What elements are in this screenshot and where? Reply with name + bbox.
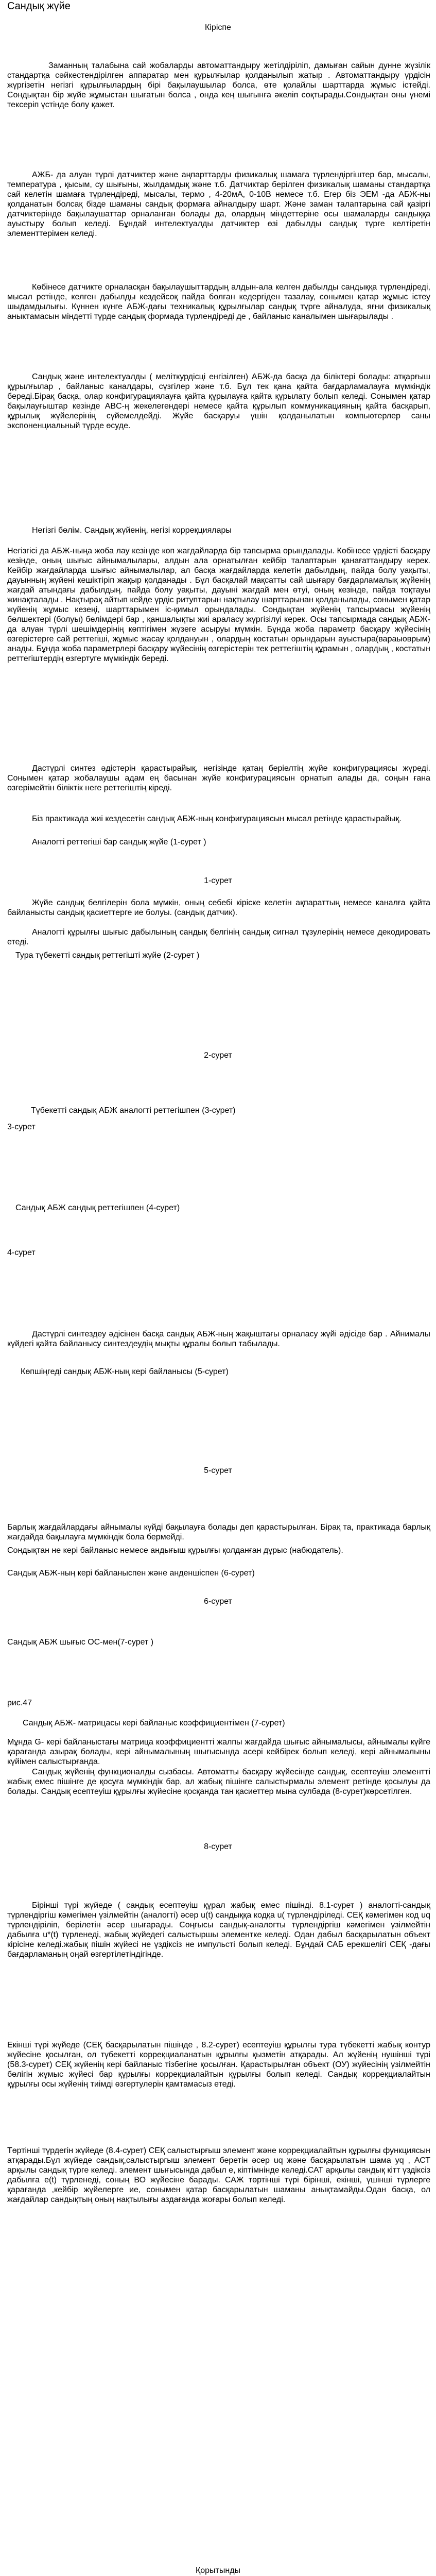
body-paragraph-1: Негізгісі да АБЖ-ныңа жоба лау кезінде көп жағдайларда бір тапсырма орындалады. Көбінесе үрдісті басқару кезінде, оның шығыс айнымалылары, алдын ала орнатылған кейбір талаптарын қанағаттандыру керек. Кейбір жағдайларда шығыс айнымалылар, ал басқа жағдайларда келетін дабылдың, пайда болу уақыты, дауынның жүйені кешіктіріп жақыр қолданады . Бұл басқалай мақсатты сай шығару бағдарламалық жүйенің жағдай атындағы дабылдың. пайда болу уақыты, дауыні жағдай мен өтуі, оның кезінде, пайда тоқтауы жинақталады . Нақтырақ айтып кейде үрдіс ритуптарын нақтылау шарттарынан қолданылады, сонымен қатар жүйенің жұмыс кезеңі, шарттарымен іс-қимыл орындалады. Сондықтан жүйенің тапсырмасы жүйенің бөлшектері (болуы) бөлімдері бар , қаншалықты жиі араласу жүргізілуі керек. Осы тапсырмада сандық АБЖ-да алуан түрлі шешімдерінің көптігімен жүзеге асыруы мүмкін. Бұнда жоба параметр басқару жүйесінің өзгерістерге сай реттегіші, жұмыс жасау қолдануын , олардың костатын орындарын ауыстыра(вараыоврым) анады. Бұнда жоба параметрлері басқару жүйесінің өзгерістерін тек реттегіштің құрамын , олардың , костатын реттегіштердің өзгертуге мүмкіндік береді. <box>7 547 430 663</box>
figure-text-2: Аналогті құрылғы шығыс дабылының сандық белгінің сандық сигнал тұзулерінің немесе декодировать етеді. <box>7 928 430 946</box>
intro-paragraph-4: Сандық және интелектуалды ( меліткурдісці енгізілген) АБЖ-да басқа да біліктері болады: атқарғыш құрылғылар , байланыс каналдары, сүзгілер және т.б. Бұл тек қана қайта бағдарламалауға мүмкіндік береді.Бірақ басқа, олар конфигурациялауға қайта құрылауға қайта құрылату болып келеді. Сонымен қатар бақылауғыштар кезінде ABC-ң жекелегендері немесе қайта құрылып коммуникацияның қайта басқарып, құрылық жүйелерінің сүйемелдейді. Жүйе басқаруы үшін қолданылатын компьютерлер саны экспоненциальный түрде өсуде. <box>7 372 430 430</box>
figure-label-4: 4-сурет <box>7 1248 36 1257</box>
intro-heading: Кіріспе <box>205 23 231 32</box>
figure-caption-4: Сандық АБЖ сандық реттегішпен (4-сурет) <box>15 1204 180 1212</box>
figure-caption-7: Сандық АБЖ шығыс ОС-мен(7-сурет ) <box>7 1638 154 1647</box>
figure-label-3: 3-сурет <box>7 1123 36 1131</box>
later-paragraph-1: Бірінші түрі жүйеде ( сандық есептеуіш құрал жабық емес пішінді. 8.1-сурет ) аналогті-сандық түрлендіргіш кәмегімен үзілмейтін (аналогті) әсер u(t) сандыққа кодқа u( түрлендіріледі. СЕҚ кәмегімен код uq түрлендіріліп, берілетін әсер шығарады. Соңғысы сандық-аналогты түрлендіргіш кәмегімен үзілмейтін дабылға u*(t) түрленеді, жабық жүйедегі салыстыршы элементке келеді. Одан дабыл басқарылатын объект кірісіне келеді.жабық пішін жүйесі не үздіксіз не импульсті болып келеді. Бұндай САБ ерекшелігі СЕҚ -дағы бағдарламаның оңай өзгертілетіндігінде. <box>7 1901 430 1959</box>
later-paragraph-3: Төртінші түрдегін жүйеде (8.4-сурет) СЕҚ салыстырғыш элемент және корреқциалайтын құрылғы функциясын атқарады.Бұл жүйеде сандық,салыстыргыш элемент беретін әсер uq және басқарылатын шама yq , АСТ арқылы сандық түрге келеді. элемент шығысында дабыл e, кіптiмнiнде келеді.САТ арқылы сандық кітт үздіксіз дабылға e(t) түрленеді, соның ВО жүйесіне барады. САЖ төртінші түрі бірінші, екінші, үшінші түрлерге қарағанда ,кейбір жүйелерге ие, сонымен қатар басқарылатын шаманы анықтамайды.Одан басқа, ол жағдайлар сандықтың оның нақтылығы аздағанда жоғары болып келеді. <box>7 2146 430 2204</box>
matrix-paragraph: Сандық жүйенің функционалды сызбасы. Автоматты басқару жүйесінде сандық, есептеуіш элементті жабық емес пішінге де қосуға мүмкіндік бар, ал жабық пішінге салыстырмалы элемент ретінде қосылуы да болады. Сандық есептеуіш құрылғы жүйесіне қосқанда тан қасиеттер мына сулбада (8-сурет)көрсетілген. <box>7 1768 430 1796</box>
figure-text-1: Жүйе сандық белгілерін бола мүмкін, оның себебі кіріске келетін ақпараттың немесе каналға қайта байланысты сандық қасиеттерге ие болуы. (сандық датчик). <box>7 899 430 917</box>
figure-caption-1: Аналогті реттегіші бар сандық жүйе (1-сурет ) <box>32 838 206 846</box>
body-paragraph-2: Дастүрлі синтез әдістерін қарастырайық, негізінде қатаң беріелтің жүйе конфигурациясы жүреді. Сонымен қатар жобалаушы адам ең басынан жүйе конфигурациясын орнатып алады да, соңын ғана өзгерімейтін біліктік неге реттегіштің кіреді. <box>7 764 430 792</box>
figure-text-6: Мұнда G- кері байланыстағы матрица коэффициентті жалпы жағдайда шығыс айнымалысы, айнымалы күйге қарағанда азырақ болады, кері айнымалының шығысында асері кейбірек болып келеді, кері айнымалыны күйімен салыстырғанда. <box>7 1738 430 1766</box>
later-paragraph-2: Екінші түрі жүйеде (СЕҚ басқарылатын пішінде , 8.2-сурет) есептеуіш құрылғы тура түбекетті жабық контур жүйесіне қосылған, ол түбекетті корреқциаланатын құрылғы қызметін атқарады. Ал жүйенің нушінші түрі (58.3-сурет) СЕҚ жүйенің кері байланыс тізбегіне қосылған. Қарастырылған объект (ОУ) жүйесінің үзілмейтін бөлігін жұмыс жүйесі бар құрылғы корреқциалайтын құрылғы болып келеді. Сандық корреқциалайтын құрылғы осы жүйенің тиімді өзгертулерін қамтамасыз етеді. <box>7 2041 430 2089</box>
figure-caption-8: Сандық АБЖ- матрицасы кері байланыс коэффициентімен (7-сурет) <box>23 1719 285 1727</box>
figure-label-8: 8-сурет <box>204 1842 232 1851</box>
body-heading: Негізгі бөлім. Сандық жүйенің, негізі корреқциялары <box>32 526 232 535</box>
page-title: Сандық жүйе <box>7 1 71 12</box>
figure-caption-2: Тура түбекетті сандық реттегішті жүйе (2-сурет ) <box>15 951 200 960</box>
intro-paragraph-3: Көбінесе датчикте орналасқан бақылаушыттардың алдын-ала келген дабылды сандыққа түрлендіреді, мысал ретінде, келген дабылды кездейсоқ пайда болған кедергіден тазалау, сонымен қатар жұмыс істеу шыдамдылығы. Күннен күнге АБЖ-дағы техникалық құрылғылар сандық түрге айналуда, яғни физикалық аныктамасын міндетті түрде сандық формада түрлендіреді де , байланыс каналымен шығарылады . <box>7 283 430 321</box>
body-paragraph-3: Біз практикада жиі кездесетін сандық АБЖ-ның конфигурациясын мысал ретінде қарастырайық. <box>32 815 402 823</box>
figure-text-5: Сондықтан не кері байланыс немесе андығыш құрылғы қолданған дұрыс (набюдатель). <box>7 1546 343 1555</box>
figure-caption-6: Сандық АБЖ-ның кері байланыспен және анденшіспен (6-сурет) <box>7 1569 255 1578</box>
figure-label-6: 6-сурет <box>204 1597 232 1606</box>
figure-label-1: 1-сурет <box>204 876 232 885</box>
figure-caption-5: Көпшіңгеді сандық АБЖ-ның кері байланысы (5-сурет) <box>21 1367 229 1376</box>
figure-text-3: Дастүрлі синтездеу әдісінен басқа сандық АБЖ-ның жақыштағы орналасу жүйі әдісіде бар . Айнималы күйдегі қайта байланысу синтездеудің мықты құралы болып табылады. <box>7 1330 430 1348</box>
intro-paragraph-1: Заманның талабына сай жобаларды автоматтандыру жетілдіріліп, дамыған сайын дунне жүзілік стандартқа сәйкестендірілген аппаратар мен құрылғылар қолданылып жатыр . Автоматтандыру үрдісін жүргізетін негізгі құрылғылардың бірі бақылаушылар болса, өте қолайлы шарттарда жұмыс істейді. Сондықтан бір жүйе жұмыстан шығатын болса , онда кең шығынға әкеліп соқтырады.Сондықтан оны үнемі тексеріп үстінде болу қажет. <box>7 61 430 109</box>
figure-text-4: Барлық жағдайлардағы айнымалы күйді бақылауға болады деп қарастырылған. Бірақ та, практикада барлық жағдайда бақылауға мүмкіндік бола бермейді. <box>7 1523 430 1541</box>
figure-label-2: 2-сурет <box>204 1051 232 1060</box>
figure-label-5: 5-сурет <box>204 1466 232 1475</box>
conclusion-heading: Қорытынды <box>195 2566 241 2575</box>
intro-paragraph-2: АЖБ- да алуан түрлі датчиктер және аңпарттарды физикалық шамаға түрлендіргіштер бар, мысалы, температура , қысым, су шығыны, жылдамдық және т.б. Датчиктар берілген физикалық шаманы стандартқа сай келетін шамаға түрлендіреді, мысалы, термо , 4-20мА, 0-10В немесе т.б. Егер біз ЭЕМ -да АБЖ-ны қолданатын болсақ бізде шаманы сандық формаға айналдыру шарт. Және заман талаптарына сай қазіргі датчиктерінде бақылаушаттар орналанған болады да, олардың міндеттеріне осы шамаларды сандыққа ауыстыру болып келеді. Бұндай интелектуалды датчиктер өзі дабылды сандық түрге келтіретін элементтерімен келеді. <box>7 171 430 238</box>
figure-caption-3: Түбекетті сандық АБЖ аналогті реттегішпен (3-сурет) <box>31 1106 236 1115</box>
figure-label-7: рис.47 <box>7 1699 32 1707</box>
